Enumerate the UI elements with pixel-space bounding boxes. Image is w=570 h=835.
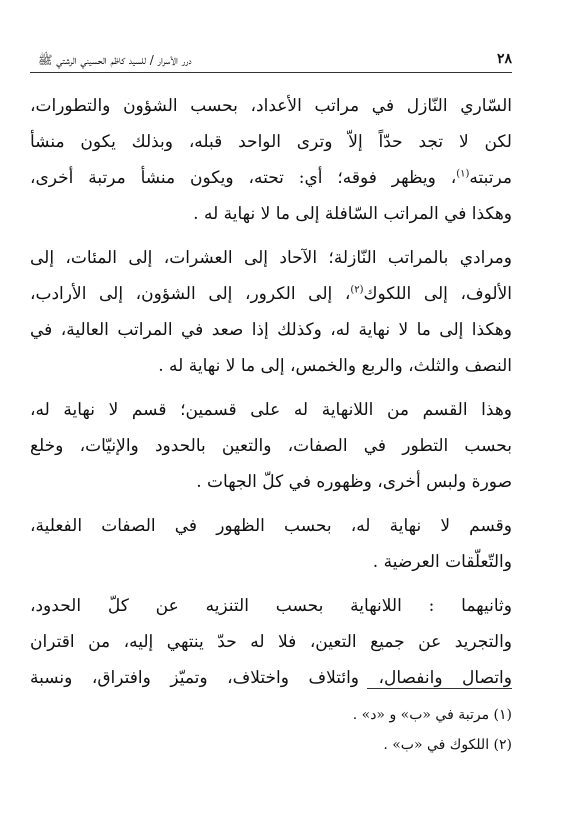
text-line: الألوف، إلى اللكوك$^{(٢)}$، إلى الكرور، إلى الشؤون، إلى الأرادب، — [30, 284, 512, 304]
text-line: مرتبته$^{(١)}$، ويظهر فوقه؛ أي: تحته، ويكون منشأ مرتبة أخرى، — [30, 168, 512, 188]
footnote-ref: (١) — [456, 168, 470, 180]
text-line: لكن لا تجد حدّاً إلاّ وترى الواحد قبله، وبذلك يكون منشأ — [30, 132, 512, 152]
footnote-ref: (٢) — [350, 284, 364, 296]
main-text — [30, 88, 512, 696]
text-line: واتصال وانفصال، وائتلاف واختلاف، وتميّز وافتراق، ونسبة — [30, 668, 512, 688]
text-line: والتجريد عن جميع التعين، فلا له حدّ ينتهي إليه، من اقتران — [30, 632, 512, 652]
text-line: وهكذا إلى ما لا نهاية له، وكذلك إذا صعد في المراتب العالية، في — [30, 320, 512, 340]
text-line: وقسم لا نهاية له، بحسب الظهور في الصفات الفعلية، — [30, 516, 512, 536]
text-line: السّاري النّازل في مراتب الأعداد، بحسب الشؤون والتطورات، — [30, 96, 512, 116]
text-line: صورة ولبس أخرى، وظهوره في كلّ الجهات . — [196, 472, 512, 492]
text-line: وهذا القسم من اللانهاية له على قسمين؛ قسم لا نهاية له، — [30, 400, 512, 420]
running-title: درر الأسرار / للسيد كاظم الحسيني الرشتي ﷺ — [38, 53, 192, 67]
text-line: ومرادي بالمراتب النّازلة؛ الآحاد إلى العشرات، إلى المئات، إلى — [30, 248, 512, 268]
text-line: النصف والثلث، والربع والخمس، إلى ما لا نهاية له . — [158, 356, 512, 376]
page-header — [30, 50, 512, 73]
text-line: وهكذا في المراتب السّافلة إلى ما لا نهاية له . — [193, 204, 512, 224]
text-line: بحسب التطور في الصفات، والتعين بالحدود والإنيّات، وخلع — [30, 436, 512, 456]
footnote-1: (١) مرتبة في «ب» و «د» . — [352, 707, 512, 723]
text-line: والتّعلّقات العرضية . — [372, 552, 512, 572]
footnote-2: (٢) اللكوك في «ب» . — [383, 737, 512, 753]
footnotes — [220, 700, 512, 760]
footnote-divider — [367, 688, 512, 689]
text-line: وثانيهما : اللانهاية بحسب التنزيه عن كلّ الحدود، — [30, 596, 512, 616]
page-number: ٢٨ — [496, 51, 512, 67]
